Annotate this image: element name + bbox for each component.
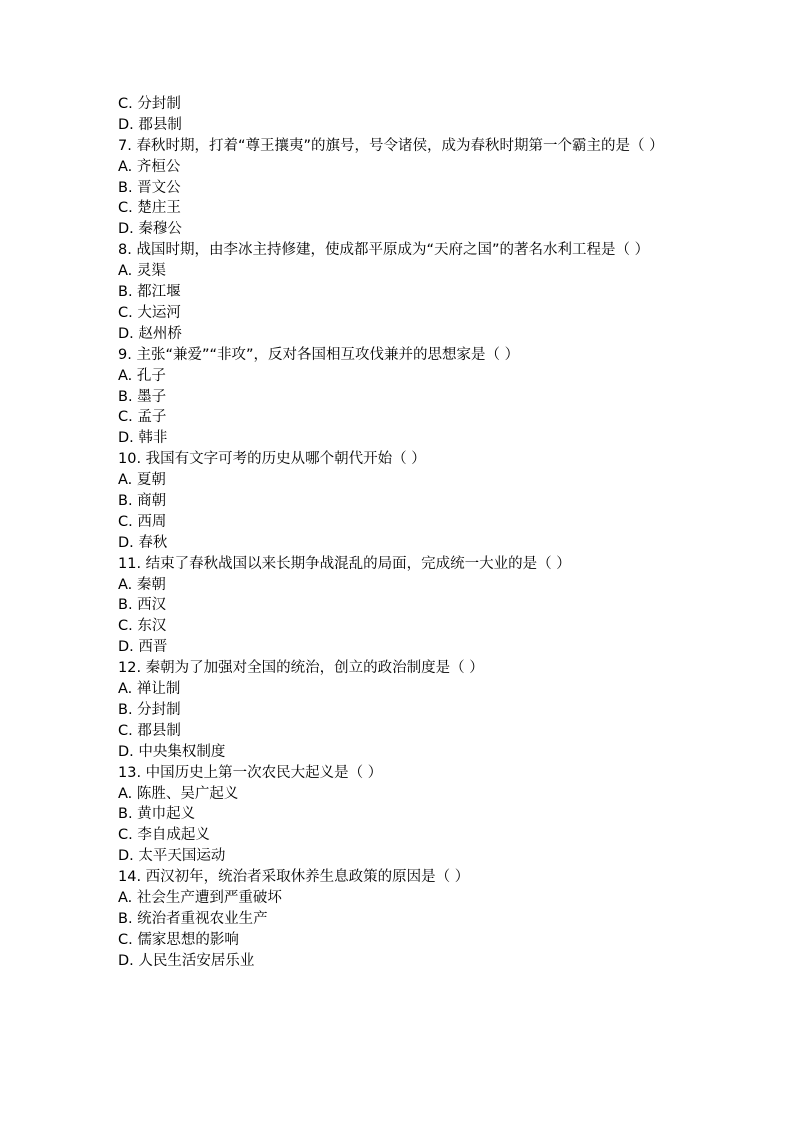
answer-option: D. 西晋 bbox=[118, 639, 168, 656]
answer-option: B. 晋文公 bbox=[118, 179, 181, 196]
answer-option: A. 灵渠 bbox=[118, 263, 166, 280]
question-text: 10. 我国有文字可考的历史从哪个朝代开始（ ） bbox=[118, 451, 426, 468]
answer-option: B. 商朝 bbox=[118, 492, 167, 509]
answer-option: C. 大运河 bbox=[118, 304, 181, 321]
question-text: 14. 西汉初年，统治者采取休养生息政策的原因是（ ） bbox=[118, 869, 470, 886]
answer-option: B. 墨子 bbox=[118, 388, 167, 405]
question-text: 13. 中国历史上第一次农民大起义是（ ） bbox=[118, 764, 383, 781]
answer-option: C. 东汉 bbox=[118, 618, 167, 635]
answer-option: A. 陈胜、吴广起义 bbox=[118, 785, 239, 802]
answer-option: A. 孔子 bbox=[118, 367, 166, 384]
answer-option: D. 中央集权制度 bbox=[118, 743, 226, 760]
answer-option: D. 春秋 bbox=[118, 534, 168, 551]
answer-option: D. 人民生活安居乐业 bbox=[118, 952, 255, 969]
answer-option: C. 西周 bbox=[118, 513, 167, 530]
answer-option: A. 齐桓公 bbox=[118, 158, 181, 175]
answer-option: C. 儒家思想的影响 bbox=[118, 931, 239, 948]
question-text: 8. 战国时期，由李冰主持修建，使成都平原成为“天府之国”的著名水利工程是（ ） bbox=[118, 242, 650, 259]
answer-option: D. 秦穆公 bbox=[118, 221, 182, 238]
answer-option: C. 分封制 bbox=[118, 96, 181, 112]
answer-option: B. 统治者重视农业生产 bbox=[118, 910, 268, 927]
answer-option: A. 夏朝 bbox=[118, 472, 166, 489]
question-text: 9. 主张“兼爱”“非攻”，反对各国相互攻伐兼并的思想家是（ ） bbox=[118, 346, 520, 363]
answer-option: A. 社会生产遭到严重破坏 bbox=[118, 889, 282, 906]
answer-option: C. 郡县制 bbox=[118, 722, 181, 739]
question-text: 7. 春秋时期，打着“尊王攘夷”的旗号，号令诸侯，成为春秋时期第一个霸主的是（ ） bbox=[118, 137, 664, 154]
answer-option: B. 黄巾起义 bbox=[118, 806, 196, 823]
answer-option: D. 赵州桥 bbox=[118, 325, 182, 342]
question-list bbox=[118, 94, 678, 972]
answer-option: C. 楚庄王 bbox=[118, 200, 181, 217]
answer-option: B. 西汉 bbox=[118, 597, 167, 614]
answer-option: B. 分封制 bbox=[118, 701, 181, 718]
answer-option: C. 李自成起义 bbox=[118, 827, 210, 844]
answer-option: D. 太平天国运动 bbox=[118, 848, 226, 865]
answer-option: D. 郡县制 bbox=[118, 116, 182, 133]
answer-option: A. 秦朝 bbox=[118, 576, 166, 593]
answer-option: C. 孟子 bbox=[118, 409, 167, 426]
answer-option: B. 都江堰 bbox=[118, 284, 181, 301]
answer-option: D. 韩非 bbox=[118, 430, 168, 447]
answer-option: A. 禅让制 bbox=[118, 681, 181, 698]
question-text: 11. 结束了春秋战国以来长期争战混乱的局面，完成统一大业的是（ ） bbox=[118, 555, 571, 572]
question-text: 12. 秦朝为了加强对全国的统治，创立的政治制度是（ ） bbox=[118, 660, 484, 677]
